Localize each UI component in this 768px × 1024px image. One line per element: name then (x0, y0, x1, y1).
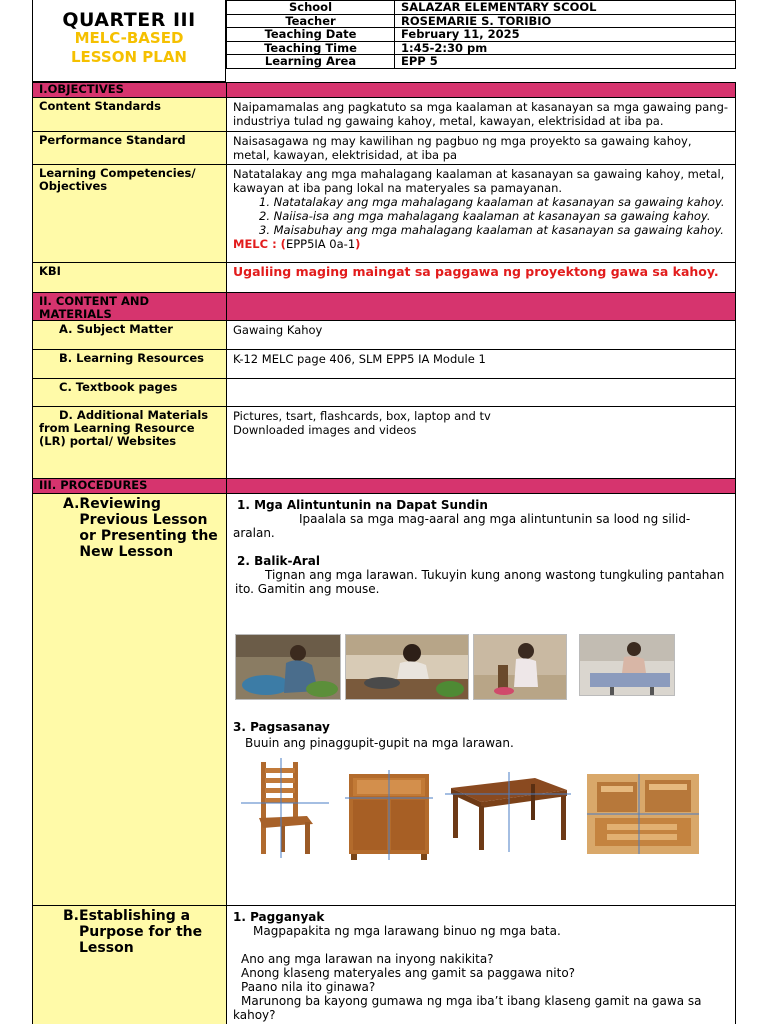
step2-title: 2. Balik-Aral (237, 554, 320, 568)
photo-cleaning (473, 634, 567, 700)
competencies-intro: Natatalakay ang mga mahalagang kaalaman at kasanayan sa gawaing kahoy, metal, kawayan at iba pang lokal na materyales sa pamayanan. (233, 167, 725, 195)
melc-code-line (233, 237, 729, 251)
procedure-a-label: Reviewing Previous Lesson or Presenting the New Lesson (79, 496, 218, 560)
procedure-b-content (227, 906, 735, 1024)
procedure-a-content (227, 494, 735, 905)
header-row-school (227, 1, 736, 15)
subject-matter-text: Gawaing Kahoy (233, 323, 323, 337)
header-label: Teaching Time (227, 41, 395, 55)
textbook-pages-row (32, 379, 736, 407)
competencies-label: Learning Competencies/ Objectives (33, 165, 227, 262)
quarter-title-block (32, 0, 226, 82)
kbi-row (32, 263, 736, 293)
pagganyak-text: Magpapakita ng mga larawang binuo ng mga bata. (253, 924, 561, 938)
header-row-area (227, 55, 736, 69)
procedure-b-label: Establishing a Purpose for the Lesson (79, 908, 203, 956)
header-info-table (226, 0, 736, 69)
header-value: 1:45-2:30 pm (395, 41, 736, 55)
competency-item: 3. Maisabuhay ang mga mahalagang kaalaman at kasanayan sa gawaing kahoy. (259, 223, 724, 237)
header-row-time (227, 41, 736, 55)
textbook-pages-label: C. Textbook pages (33, 379, 227, 406)
performance-standard-row (32, 132, 736, 165)
header-label: School (227, 1, 395, 15)
kbi-text: Ugaliing maging maingat sa paggawa ng proyektong gawa sa kahoy. (233, 264, 719, 279)
step3-title: 3. Pagsasanay (233, 720, 330, 734)
step3-text: Buuin ang pinaggupit-gupit na mga larawan. (245, 736, 514, 750)
header-row-date (227, 28, 736, 42)
image-table (445, 772, 571, 852)
melc-code: EPP5IA 0a-1 (285, 237, 356, 251)
additional-materials-text: Pictures, tsart, flashcards, box, laptop and tv Downloaded images and videos (233, 409, 491, 437)
subject-matter-row (32, 321, 736, 350)
header-label: Teacher (227, 14, 395, 28)
procedures-section-title: III. PROCEDURES (33, 479, 227, 493)
procedure-a-letter: A. (63, 496, 80, 512)
plan-type-line2: LESSON PLAN (71, 48, 187, 66)
kbi-label: KBI (33, 263, 227, 292)
header-value: February 11, 2025 (395, 28, 736, 42)
objectives-section-row (32, 82, 736, 98)
pagganyak-title: 1. Pagganyak (233, 910, 325, 924)
competencies-content (227, 165, 735, 262)
question-item: Paano nila ito ginawa? (241, 980, 376, 994)
question-item: Anong klaseng materyales ang gamit sa paggawa nito? (241, 966, 576, 980)
learning-resources-row (32, 350, 736, 379)
header-label: Learning Area (227, 55, 395, 69)
header-value: ROSEMARIE S. TORIBIO (395, 14, 736, 28)
content-section-title: II. CONTENT AND MATERIALS (33, 293, 227, 320)
competencies-row (32, 165, 736, 263)
competency-item: 1. Natatalakay ang mga mahalagang kaalaman at kasanayan sa gawaing kahoy. (259, 195, 725, 209)
learning-resources-label: B. Learning Resources (33, 350, 227, 378)
header-row-teacher (227, 14, 736, 28)
procedures-section-row (32, 479, 736, 494)
performance-standard-label: Performance Standard (33, 132, 227, 164)
step1-title: 1. Mga Alintuntunin na Dapat Sundin (237, 498, 488, 512)
header-value: SALAZAR ELEMENTARY SCOOL (395, 1, 736, 15)
melc-suffix: ) (355, 237, 361, 251)
textbook-pages-text (227, 379, 735, 406)
header-label: Teaching Date (227, 28, 395, 42)
content-standards-row (32, 98, 736, 132)
subject-matter-label: A. Subject Matter (33, 321, 227, 349)
additional-materials-label: D. Additional Materials from Learning Resource (LR) portal/ Websites (33, 407, 227, 478)
step2-text: Tignan ang mga larawan. Tukuyin kung anong wastong tungkuling pantahan ito. Gamitin ang mouse. (235, 568, 725, 596)
photo-cooking (345, 634, 469, 700)
content-standards-label: Content Standards (33, 98, 227, 131)
step1-text: Ipaalala sa mga mag-aaral ang mga alintuntunin sa lood ng silid-aralan. (233, 512, 691, 540)
image-sofa-set (587, 774, 699, 854)
content-section-row (32, 293, 736, 321)
competencies-list (233, 195, 729, 237)
lesson-plan-page (32, 0, 736, 1024)
photo-laundry (235, 634, 341, 700)
image-chair (241, 758, 331, 858)
content-standards-text: Naipamamalas ang pagkatuto sa mga kaalaman at kasanayan sa mga gawaing pang-industriya tulad ng gawaing kahoy, metal, kawayan, elektrisidad at iba pa. (233, 100, 729, 128)
question-item: Ano ang mga larawan na inyong nakikita? (241, 952, 494, 966)
procedure-a-label-cell (33, 494, 227, 905)
procedure-b-label-cell (33, 906, 227, 1024)
procedure-a-row (32, 494, 736, 906)
performance-standard-text: Naisasagawa ng may kawilihan ng pagbuo ng mga proyekto sa gawaing kahoy, metal, kawayan, elektrisidad, at iba pa (233, 134, 692, 162)
photo-ironing (579, 634, 675, 696)
procedure-b-row (32, 906, 736, 1024)
additional-materials-row (32, 407, 736, 479)
header-value: EPP 5 (395, 55, 736, 69)
objectives-section-title: I.OBJECTIVES (33, 83, 227, 97)
image-cabinet (345, 770, 433, 860)
melc-prefix: MELC : ( (233, 237, 286, 251)
quarter-title: QUARTER III (62, 9, 196, 31)
learning-resources-text: K-12 MELC page 406, SLM EPP5 IA Module 1 (233, 352, 486, 366)
competency-item: 2. Naiisa-isa ang mga mahalagang kaalaman at kasanayan sa gawaing kahoy. (259, 209, 711, 223)
procedure-b-letter: B. (63, 908, 79, 924)
question-item: Marunong ba kayong gumawa ng mga iba’t ibang klaseng gamit na gawa sa kahoy? (233, 994, 702, 1022)
plan-type-line1: MELC-BASED (74, 29, 184, 47)
